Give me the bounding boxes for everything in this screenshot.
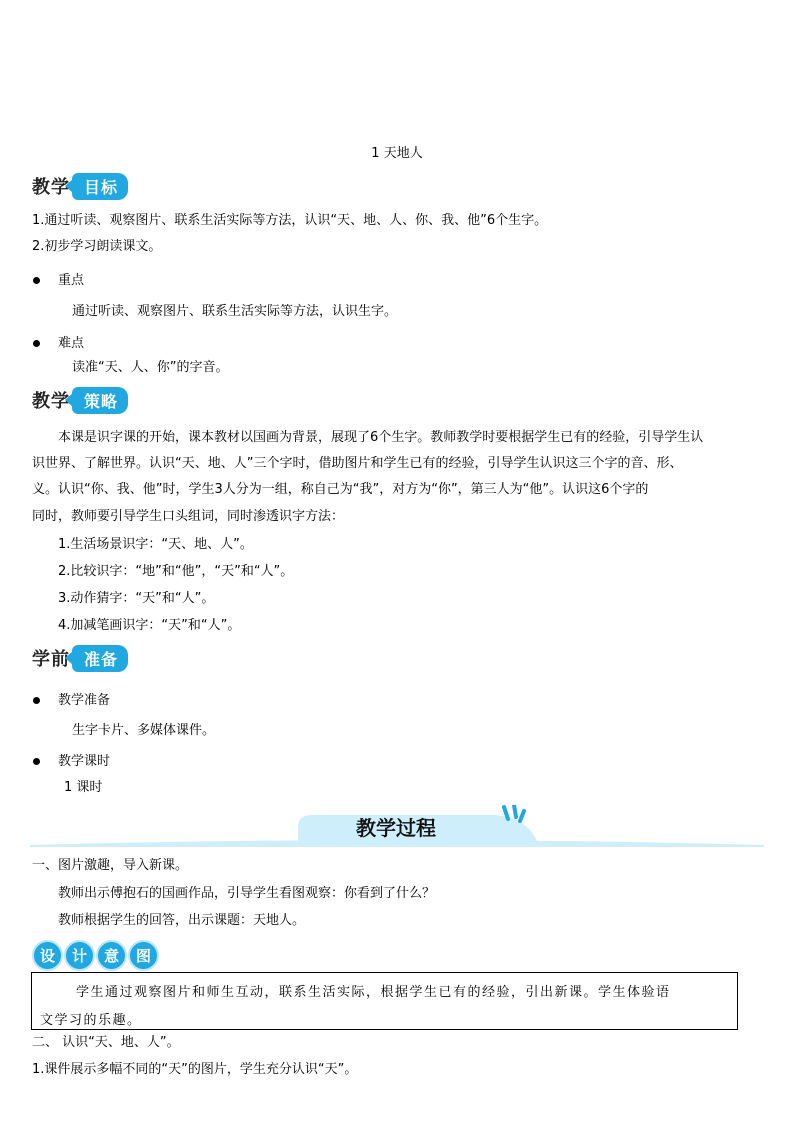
section-header-strategy — [32, 386, 128, 414]
difficulty-label: 难点 — [58, 336, 85, 351]
section-header-pill: 目标 — [72, 173, 128, 200]
difficulty-text: 读准“天、人、你”的字音。 — [72, 360, 229, 375]
design-intent-text: 文学习的乐趣。 — [40, 1013, 142, 1028]
strategy-method-2: 2.比较识字：“地”和“他”，“天”和“人”。 — [58, 564, 294, 579]
strategy-method-1: 1.生活场景识字：“天、地、人”。 — [58, 537, 253, 552]
strategy-method-3: 3.动作猜字：“天”和“人”。 — [58, 591, 215, 606]
bullet-icon — [33, 697, 40, 704]
key-text: 通过听读、观察图片、联系生活实际等方法，认识生字。 — [72, 304, 398, 319]
process-banner-title: 教学过程 — [356, 816, 436, 840]
process-step-1: 一、图片激趣，导入新课。 — [32, 858, 189, 873]
prep-text-materials: 生字卡片、多媒体课件。 — [72, 723, 216, 738]
process-step-2: 二、 认识“天、地、人”。 — [32, 1035, 180, 1050]
section-header-dark: 学前 — [32, 649, 70, 670]
section-header-pill: 准备 — [72, 645, 128, 672]
prep-label-materials: 教学准备 — [58, 693, 111, 708]
section-header-pill: 策略 — [72, 387, 128, 414]
design-intent-text: 学生通过观察图片和师生互动，联系生活实际，根据学生已有的经验，引出新课。学生体验语 — [76, 985, 671, 1000]
process-step-1-a: 教师出示傅抱石的国画作品，引导学生看图观察：你看到了什么？ — [58, 886, 436, 901]
bullet-icon — [33, 277, 40, 284]
strategy-paragraph-line: 义。认识“你、我、他”时，学生3人分为一组，称自己为“我”，对方为“你”，第三人为“他”。认识这6个字的 — [32, 482, 649, 497]
section-header-dark: 教学 — [32, 391, 70, 412]
goal-line-2: 2.初步学习朗读课文。 — [32, 239, 162, 254]
design-intent-char: 计 — [64, 940, 95, 971]
process-banner — [30, 805, 764, 850]
design-intent-badge — [32, 940, 159, 971]
process-step-2-a: 1.课件展示多幅不同的“天”的图片，学生充分认识“天”。 — [32, 1062, 358, 1077]
design-intent-char: 图 — [128, 940, 159, 971]
design-intent-char: 设 — [32, 940, 63, 971]
design-intent-box — [31, 972, 738, 1030]
strategy-paragraph-line: 识世界、了解世界。认识“天、地、人”三个字时，借助图片和学生已有的经验，引导学生认识这三个字的音、形、 — [32, 456, 683, 471]
strategy-paragraph-line: 本课是识字课的开始，课本教材以国画为背景，展现了6个生字。教师教学时要根据学生已有的经验，引导学生认 — [58, 430, 704, 445]
process-step-1-b: 教师根据学生的回答，出示课题：天地人。 — [58, 913, 306, 928]
key-label: 重点 — [58, 273, 85, 288]
goal-line-1: 1.通过听读、观察图片、联系生活实际等方法，认识“天、地、人、你、我、他”6个生字。 — [32, 213, 548, 228]
bullet-icon — [33, 340, 40, 347]
design-intent-char: 意 — [96, 940, 127, 971]
bullet-icon — [33, 758, 40, 765]
strategy-paragraph-line: 同时，教师要引导学生口头组词，同时渗透识字方法： — [32, 509, 345, 524]
section-header-dark: 教学 — [32, 177, 70, 198]
page-title: 1 天地人 — [371, 146, 423, 161]
prep-label-hours: 教学课时 — [58, 754, 111, 769]
section-header-prep — [32, 644, 128, 672]
prep-text-hours: 1 课时 — [64, 780, 103, 795]
strategy-method-4: 4.加减笔画识字：“天”和“人”。 — [58, 618, 241, 633]
section-header-goals — [32, 172, 128, 200]
